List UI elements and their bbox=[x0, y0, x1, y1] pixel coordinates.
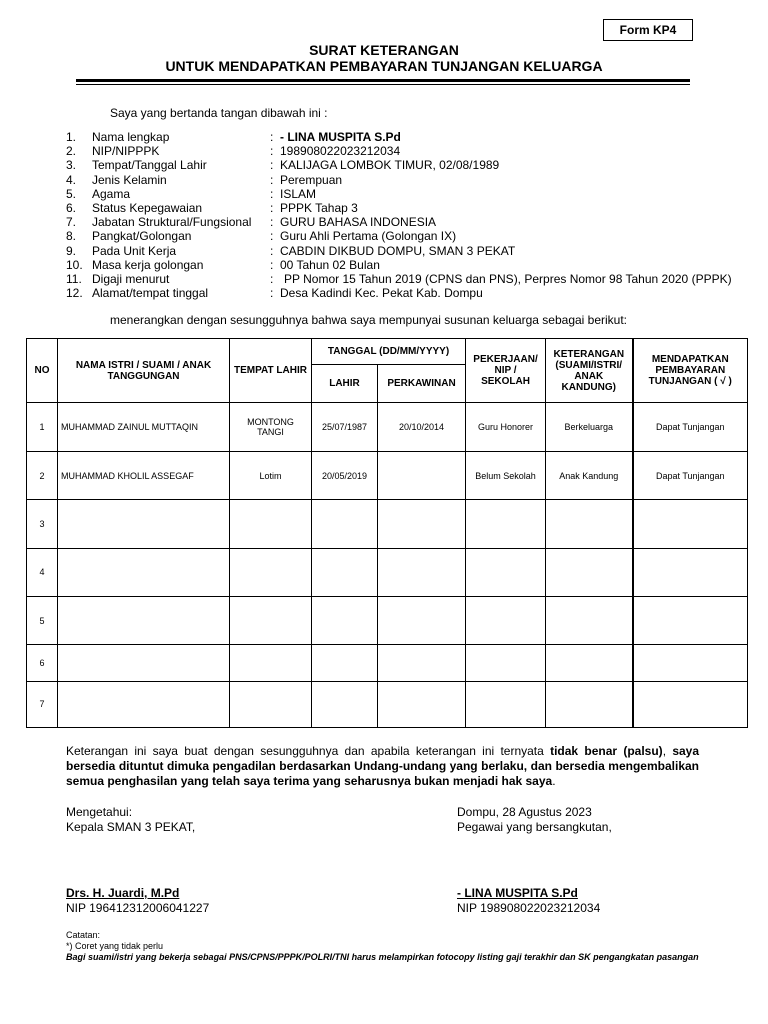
notes-block bbox=[66, 930, 699, 963]
table-row bbox=[27, 548, 748, 596]
signature-label: Dompu, 28 Agustus 2023 bbox=[457, 805, 592, 819]
cell-born bbox=[312, 548, 378, 596]
identity-value: PPPK Tahap 3 bbox=[280, 200, 358, 215]
identity-value: Perempuan bbox=[280, 172, 343, 187]
identity-value: 198908022023212034 bbox=[280, 144, 401, 159]
cell-birthplace bbox=[230, 500, 312, 548]
identity-row-gender bbox=[66, 173, 746, 187]
cell-job bbox=[466, 645, 546, 681]
identity-value: - LINA MUSPITA S.Pd bbox=[280, 130, 401, 144]
cell-name: MUHAMMAD ZAINUL MUTTAQIN bbox=[58, 403, 230, 451]
cell-born: 25/07/1987 bbox=[312, 403, 378, 451]
statement-text: . bbox=[552, 774, 556, 788]
cell-married bbox=[378, 645, 466, 681]
identity-colon: : bbox=[270, 243, 274, 258]
header-married: PERKAWINAN bbox=[378, 365, 466, 403]
table-row bbox=[27, 681, 748, 727]
table-row bbox=[27, 451, 748, 499]
cell-benefit: Dapat Tunjangan bbox=[633, 451, 748, 499]
identity-label: Status Kepegawaian bbox=[92, 200, 203, 215]
cell-born bbox=[312, 645, 378, 681]
identity-value: CABDIN DIKBUD DOMPU, SMAN 3 PEKAT bbox=[280, 243, 516, 258]
right-signature-block bbox=[457, 805, 612, 835]
cell-job: Guru Honorer bbox=[466, 403, 546, 451]
identity-number: 3. bbox=[66, 158, 77, 173]
identity-colon: : bbox=[270, 257, 274, 272]
identity-colon: : bbox=[270, 186, 274, 201]
identity-value: PP Nomor 15 Tahun 2019 (CPNS dan PNS), Perpres Nomor 98 Tahun 2020 (PPPK) bbox=[284, 271, 732, 286]
statement-emphasis: tidak benar (palsu) bbox=[550, 744, 663, 758]
cell-no: 6 bbox=[27, 645, 58, 681]
identity-label: Jenis Kelamin bbox=[92, 172, 167, 187]
cell-job bbox=[466, 681, 546, 727]
table-row bbox=[27, 596, 748, 644]
identity-value: Desa Kadindi Kec. Pekat Kab. Dompu bbox=[280, 286, 483, 301]
statement-emphasis: saya bersedia dituntut dimuka pengadilan berdasarkan Undang-undang yang berlaku, dan bersedia mengembalikan semua penghasilan yang telah saya terima yang seharusnya bukan menjadi hak saya bbox=[66, 744, 700, 788]
identity-number: 1. bbox=[66, 130, 77, 144]
identity-label: Digaji menurut bbox=[92, 271, 170, 286]
header-birthplace: TEMPAT LAHIR bbox=[230, 339, 312, 403]
identity-row-status bbox=[66, 201, 746, 215]
cell-married bbox=[378, 596, 466, 644]
signature-label: Mengetahui: bbox=[66, 805, 133, 819]
header-no: NO bbox=[27, 339, 58, 403]
family-table bbox=[26, 338, 748, 728]
identity-row-name bbox=[66, 130, 746, 144]
identity-value: KALIJAGA LOMBOK TIMUR, 02/08/1989 bbox=[280, 158, 500, 173]
cell-married bbox=[378, 500, 466, 548]
cell-name bbox=[58, 645, 230, 681]
identity-number: 4. bbox=[66, 172, 77, 187]
cell-benefit bbox=[633, 681, 748, 727]
identity-number: 6. bbox=[66, 200, 77, 215]
identity-row-salary-basis bbox=[66, 272, 746, 286]
identity-colon: : bbox=[270, 271, 274, 286]
identity-number: 7. bbox=[66, 215, 77, 230]
cell-no: 5 bbox=[27, 596, 58, 644]
title-divider-thin bbox=[76, 84, 690, 85]
identity-row-religion bbox=[66, 187, 746, 201]
identity-list bbox=[66, 130, 746, 300]
cell-name bbox=[58, 681, 230, 727]
identity-number: 2. bbox=[66, 144, 77, 159]
notes-line-emphasis: Bagi suami/istri yang bekerja sebagai PNS/CPNS/PPPK/POLRI/TNI harus melampirkan fotocopy listing gaji terakhir dan SK pengangkatan pasangan bbox=[66, 952, 699, 962]
header-born: LAHIR bbox=[312, 365, 378, 403]
intro-text: Saya yang bertanda tangan dibawah ini : bbox=[110, 106, 328, 120]
form-code-badge: Form KP4 bbox=[603, 19, 693, 41]
cell-remark: Berkeluarga bbox=[546, 403, 633, 451]
cell-birthplace bbox=[230, 548, 312, 596]
identity-row-position bbox=[66, 215, 746, 229]
identity-number: 12. bbox=[66, 286, 83, 301]
cell-job bbox=[466, 500, 546, 548]
header-date-group: TANGGAL (DD/MM/YYYY) bbox=[312, 339, 466, 365]
header-remark: KETERANGAN (SUAMI/ISTRI/ ANAK KANDUNG) bbox=[546, 339, 633, 403]
cell-born: 20/05/2019 bbox=[312, 451, 378, 499]
cell-no: 3 bbox=[27, 500, 58, 548]
cell-birthplace bbox=[230, 681, 312, 727]
identity-colon: : bbox=[270, 172, 274, 187]
cell-remark bbox=[546, 645, 633, 681]
notes-line: *) Coret yang tidak perlu bbox=[66, 941, 164, 951]
cell-no: 2 bbox=[27, 451, 58, 499]
statement-text: , bbox=[662, 744, 673, 758]
identity-label: Jabatan Struktural/Fungsional bbox=[92, 215, 252, 230]
identity-label: NIP/NIPPPK bbox=[92, 144, 160, 159]
signer-name: Drs. H. Juardi, M.Pd bbox=[66, 886, 180, 900]
identity-colon: : bbox=[270, 130, 274, 144]
identity-colon: : bbox=[270, 200, 274, 215]
identity-label: Pada Unit Kerja bbox=[92, 243, 177, 258]
identity-colon: : bbox=[270, 229, 274, 244]
signature-label: Kepala SMAN 3 PEKAT, bbox=[66, 820, 196, 834]
identity-number: 8. bbox=[66, 229, 77, 244]
cell-remark bbox=[546, 548, 633, 596]
table-row bbox=[27, 403, 748, 451]
cell-born bbox=[312, 681, 378, 727]
cell-job bbox=[466, 596, 546, 644]
cell-birthplace: MONTONG TANGI bbox=[230, 403, 312, 451]
identity-row-service bbox=[66, 258, 746, 272]
cell-benefit bbox=[633, 500, 748, 548]
identity-label: Alamat/tempat tinggal bbox=[92, 286, 209, 301]
identity-label: Pangkat/Golongan bbox=[92, 229, 192, 244]
cell-name: MUHAMMAD KHOLIL ASSEGAF bbox=[58, 451, 230, 499]
table-row bbox=[27, 500, 748, 548]
identity-row-nip bbox=[66, 144, 746, 158]
identity-value: 00 Tahun 02 Bulan bbox=[280, 257, 380, 272]
identity-number: 10. bbox=[66, 257, 83, 272]
document-subtitle: UNTUK MENDAPATKAN PEMBAYARAN TUNJANGAN KELUARGA bbox=[165, 58, 603, 74]
identity-colon: : bbox=[270, 215, 274, 230]
statement-text: Keterangan ini saya buat dengan sesungguhnya dan apabila keterangan ini ternyata bbox=[66, 744, 551, 758]
cell-no: 1 bbox=[27, 403, 58, 451]
right-signature-name-block bbox=[457, 886, 600, 916]
cell-remark bbox=[546, 596, 633, 644]
cell-benefit bbox=[633, 645, 748, 681]
identity-number: 9. bbox=[66, 243, 77, 258]
document-title: SURAT KETERANGAN bbox=[309, 42, 459, 58]
identity-value: Guru Ahli Pertama (Golongan IX) bbox=[280, 229, 457, 244]
cell-job bbox=[466, 548, 546, 596]
cell-name bbox=[58, 500, 230, 548]
cell-name bbox=[58, 548, 230, 596]
identity-label: Nama lengkap bbox=[92, 130, 170, 144]
identity-value: GURU BAHASA INDONESIA bbox=[280, 215, 437, 230]
identity-label: Masa kerja golongan bbox=[92, 257, 204, 272]
signer-nip: NIP 196412312006041227 bbox=[66, 901, 210, 915]
cell-born bbox=[312, 500, 378, 548]
cell-benefit bbox=[633, 596, 748, 644]
table-header-row bbox=[27, 339, 748, 365]
cell-benefit: Dapat Tunjangan bbox=[633, 403, 748, 451]
signer-name: - LINA MUSPITA S.Pd bbox=[457, 886, 578, 900]
cell-born bbox=[312, 596, 378, 644]
header-name: NAMA ISTRI / SUAMI / ANAK TANGGUNGAN bbox=[58, 339, 230, 403]
cell-remark: Anak Kandung bbox=[546, 451, 633, 499]
cell-remark bbox=[546, 681, 633, 727]
family-lead-text: menerangkan dengan sesungguhnya bahwa saya mempunyai susunan keluarga sebagai berikut: bbox=[110, 313, 628, 327]
cell-birthplace bbox=[230, 645, 312, 681]
identity-number: 5. bbox=[66, 186, 77, 201]
identity-row-address bbox=[66, 286, 746, 300]
cell-birthplace: Lotim bbox=[230, 451, 312, 499]
signer-nip: NIP 198908022023212034 bbox=[457, 901, 601, 915]
header-job: PEKERJAAN/ NIP / SEKOLAH bbox=[466, 339, 546, 403]
cell-married: 20/10/2014 bbox=[378, 403, 466, 451]
identity-value: ISLAM bbox=[280, 186, 317, 201]
identity-colon: : bbox=[270, 158, 274, 173]
identity-label: Agama bbox=[92, 186, 131, 201]
notes-heading: Catatan: bbox=[66, 930, 101, 940]
left-signature-name-block bbox=[66, 886, 209, 916]
cell-married bbox=[378, 548, 466, 596]
identity-row-rank bbox=[66, 229, 746, 243]
signature-label: Pegawai yang bersangkutan, bbox=[457, 820, 612, 834]
header-benefit: MENDAPATKAN PEMBAYARAN TUNJANGAN ( √ ) bbox=[633, 339, 748, 403]
table-row bbox=[27, 645, 748, 681]
identity-row-unit bbox=[66, 244, 746, 258]
identity-number: 11. bbox=[66, 271, 82, 286]
identity-row-birth bbox=[66, 158, 746, 172]
cell-job: Belum Sekolah bbox=[466, 451, 546, 499]
cell-name bbox=[58, 596, 230, 644]
cell-no: 4 bbox=[27, 548, 58, 596]
cell-married bbox=[378, 451, 466, 499]
identity-colon: : bbox=[270, 286, 274, 301]
identity-colon: : bbox=[270, 144, 274, 159]
cell-married bbox=[378, 681, 466, 727]
cell-birthplace bbox=[230, 596, 312, 644]
cell-no: 7 bbox=[27, 681, 58, 727]
cell-remark bbox=[546, 500, 633, 548]
title-divider-thick bbox=[76, 79, 690, 82]
cell-benefit bbox=[633, 548, 748, 596]
left-signature-block bbox=[66, 805, 195, 835]
identity-label: Tempat/Tanggal Lahir bbox=[92, 158, 207, 173]
declaration-statement bbox=[66, 744, 699, 789]
